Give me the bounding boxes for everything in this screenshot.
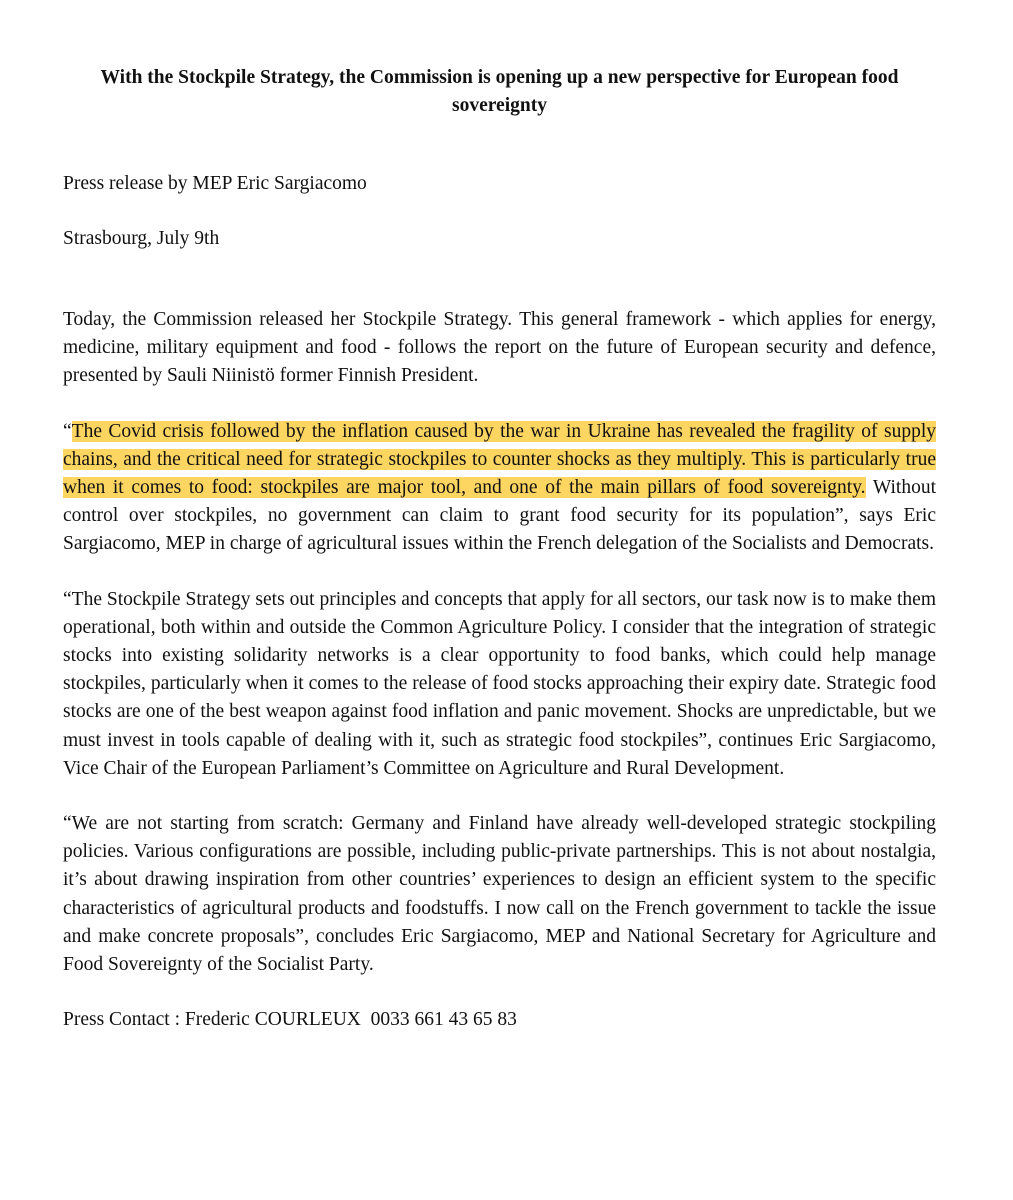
spacer — [63, 783, 936, 810]
document-title: With the Stockpile Strategy, the Commission is opening up a new perspective for European food sovereignty — [100, 67, 899, 116]
paragraph-continuation: Without control over stockpiles, no government can claim to grant food security for its population”, says Eric Sargiacomo, MEP in charge of agricultural issues within the French delegation of the Socialists and Democrats. — [63, 477, 936, 555]
press-contact: Press Contact : Frederic COURLEUX 0033 661 43 65 83 — [63, 1009, 517, 1031]
paragraph-quote-scratch: “We are not starting from scratch: Germany and Finland have already well-developed strategic stockpiling policies. Various configurations are possible, including public-private partnerships. This is not about nostalgia, it’s about drawing inspiration from other countries’ experiences to design an efficient system to the specific characteristics of agricultural products and foodstuffs. I now call on the French government to tackle the issue and make concrete proposals”, concludes Eric Sargiacomo, MEP and National Secretary for Agriculture and Food Sovereignty of the Socialist Party. — [63, 813, 936, 976]
spacer — [63, 198, 936, 225]
spacer — [63, 253, 936, 306]
spacer — [63, 979, 936, 1006]
press-release-document — [63, 64, 936, 1034]
spacer — [63, 391, 936, 418]
paragraph-quote-covid — [63, 418, 936, 559]
byline: Press release by MEP Eric Sargiacomo — [63, 173, 367, 194]
paragraph-intro: Today, the Commission released her Stockpile Strategy. This general framework - which applies for energy, medicine, military equipment and food - follows the report on the future of European security and defence, presented by Sauli Niinistö former Finnish President. — [63, 309, 936, 387]
highlighted-text: The Covid crisis followed by the inflation caused by the war in Ukraine has revealed the fragility of supply chains, and the critical need for strategic stockpiles to counter shocks as they multiply. This is particularly true when it comes to food: stockpiles are major tool, and one of the main pillars of food sovereignty. — [63, 420, 936, 499]
spacer — [63, 120, 936, 170]
spacer — [63, 559, 936, 586]
dateline: Strasbourg, July 9th — [63, 228, 220, 249]
paragraph-quote-strategy: “The Stockpile Strategy sets out principles and concepts that apply for all sectors, our task now is to make them operational, both within and outside the Common Agriculture Policy. I consider that the integration of strategic stocks into existing solidarity networks is a clear opportunity to food banks, which could help manage stockpiles, particularly when it comes to the release of food stocks approaching their expiry date. Strategic food stocks are one of the best weapon against food inflation and panic movement. Shocks are unpredictable, but we must invest in tools capable of dealing with it, such as strategic food stockpiles”, continues Eric Sargiacomo, Vice Chair of the European Parliament’s Committee on Agriculture and Rural Development. — [63, 588, 936, 779]
open-quote: “ — [63, 420, 72, 442]
